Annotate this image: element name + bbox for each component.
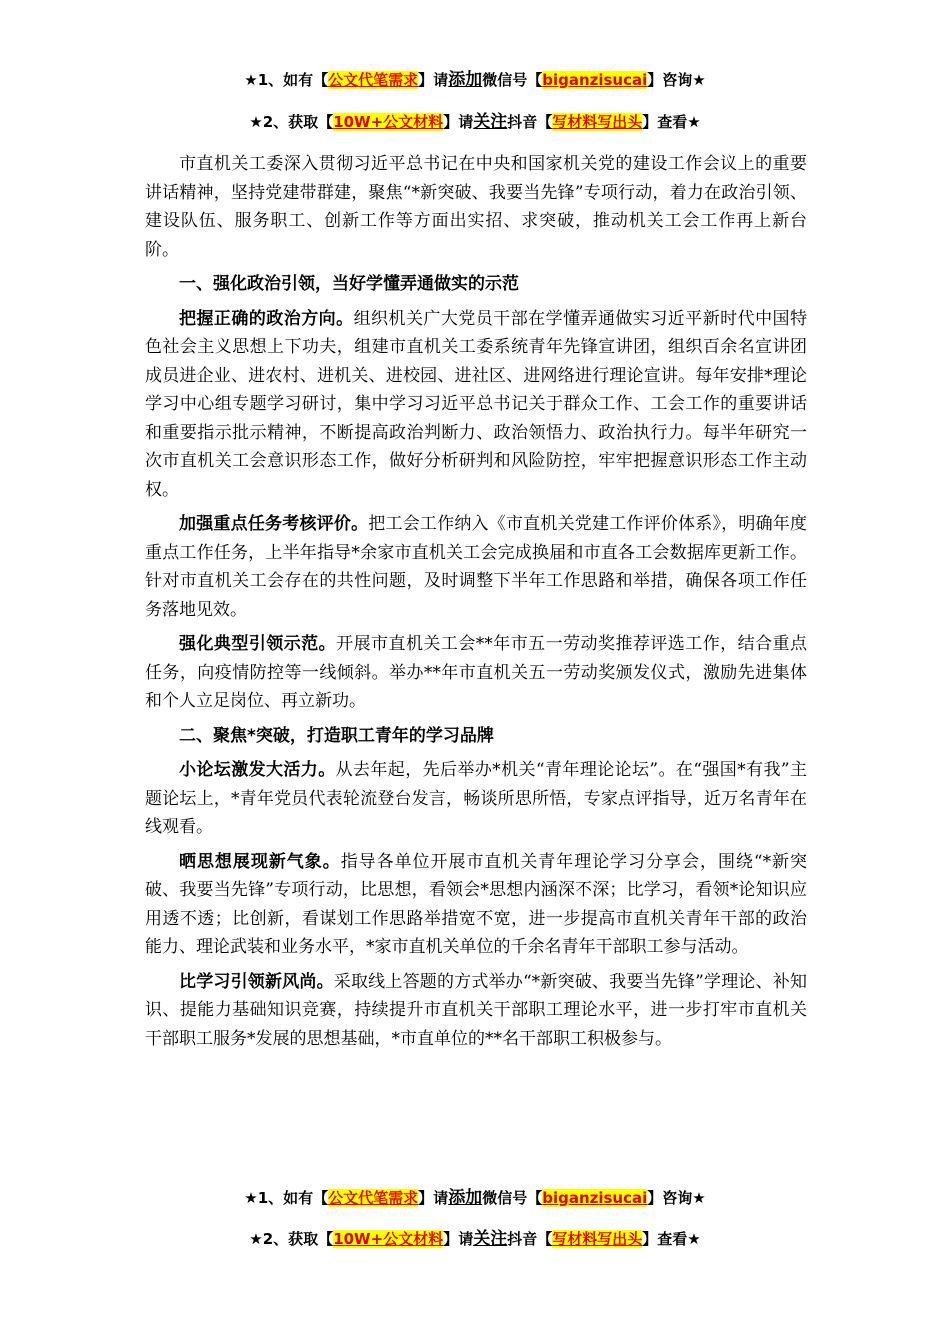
paragraph-text: 采取线上答题的方式举办“*新突破、我要当先锋”学理论、补知识、提能力基础知识竞赛，持续提升市直机关干部职工理论水平，进一步打牢市直机关干部职工服务*发展的思想基础，*市直单位的**名干部职工积极参与。 <box>145 971 807 1049</box>
promo-text: 】请 <box>443 113 474 131</box>
wechat-id-highlight: biganzisucai <box>542 1189 648 1207</box>
promo-highlight: 公文代笔需求 <box>328 1189 419 1207</box>
paragraph-lead: 小论坛激发大活力。 <box>179 760 336 780</box>
body-paragraph <box>145 848 807 962</box>
promo-text: 微信号【 <box>482 71 543 89</box>
body-paragraph <box>145 305 807 505</box>
promo-text: ★1、如有【 <box>244 71 329 89</box>
paragraph-text: 指导各单位开展市直机关青年理论学习分享会，围绕“*新突破、我要当先锋”专项行动，比思想，看领会*思想内涵深不深；比学习，看领*论知识应用透不透；比创新，看谋划工作思路举措宽不宽，进一步提高市直机关青年干部的政治能力、理论武装和业务水平，*家市直机关单位的千余名青年干部职工参与活动。 <box>145 851 807 957</box>
footer-promo-line-1 <box>0 1186 950 1210</box>
paragraph-lead: 强化典型引领示范。 <box>179 634 337 654</box>
paragraph-text: 从去年起，先后举办*机关“青年理论论坛”。在“强国*有我”主题论坛上，*青年党员代表轮流登台发言，畅谈所思所悟，专家点评指导，近万名青年在线观看。 <box>145 760 807 837</box>
promo-text: 】咨询★ <box>647 71 706 89</box>
paragraph-lead: 比学习引领新风尚。 <box>179 971 334 992</box>
wechat-id-highlight: biganzisucai <box>542 71 648 89</box>
promo-text: ★2、获取【 <box>249 113 334 131</box>
promo-highlight: 10W+公文材料 <box>333 1230 444 1248</box>
promo-text: 】咨询★ <box>647 1189 706 1207</box>
footer-promo-line-2 <box>0 1227 950 1251</box>
body-paragraph <box>145 630 807 716</box>
promo-emphasis: 添加 <box>448 70 483 90</box>
promo-emphasis: 关注 <box>473 112 508 132</box>
intro-paragraph: 市直机关工委深入贯彻习近平总书记在中央和国家机关党的建设工作会议上的重要讲话精神，坚持党建带群建，聚焦“*新突破、我要当先锋”专项行动，着力在政治引领、建设队伍、服务职工、创新工作等方面出实招、求突破，推动机关工会工作再上新台阶。 <box>145 154 807 260</box>
paragraph-text: 组织机关广大党员干部在学懂弄通做实习近平新时代中国特色社会主义思想上下功夫，组建市直机关工委系统青年先锋宣讲团，组织百余名宣讲团成员进企业、进农村、进机关、进校园、进社区、进网络进行理论宣讲。每年安排*理论学习中心组专题学习研讨，集中学习习近平总书记关于群众工作、工会工作的重要讲话和重要指示批示精神，不断提高政治判断力、政治领悟力、政治执行力。每半年研究一次市直机关工会意识形态工作，做好分析研判和风险防控，牢牢把握意识形态工作主动权。 <box>145 308 808 500</box>
body-paragraph <box>145 510 807 624</box>
promo-text: 微信号【 <box>482 1189 543 1207</box>
promo-text: 】查看★ <box>642 113 701 131</box>
promo-text: 抖音【 <box>507 1230 553 1248</box>
paragraph-lead: 加强重点任务考核评价。 <box>179 514 369 534</box>
promo-emphasis: 关注 <box>473 1229 508 1249</box>
promo-text: 】查看★ <box>642 1230 701 1248</box>
body-paragraph <box>145 756 807 842</box>
document-body <box>145 150 807 1059</box>
promo-text: 】请 <box>443 1230 474 1248</box>
douyin-highlight: 写材料写出头 <box>552 1230 643 1248</box>
section-heading-2: 二、聚焦*突破，打造职工青年的学习品牌 <box>179 725 494 746</box>
douyin-highlight: 写材料写出头 <box>552 113 643 131</box>
promo-text: 抖音【 <box>507 113 553 131</box>
paragraph-lead: 把握正确的政治方向。 <box>179 308 354 329</box>
promo-text: 】请 <box>418 71 449 89</box>
header-promo-line-1 <box>0 68 950 92</box>
promo-emphasis: 添加 <box>448 1188 483 1208</box>
promo-highlight: 10W+公文材料 <box>333 113 444 131</box>
paragraph-lead: 晒思想展现新气象。 <box>179 851 341 872</box>
promo-text: ★1、如有【 <box>244 1189 329 1207</box>
promo-text: ★2、获取【 <box>249 1230 334 1248</box>
paragraph-text: 把工会工作纳入《市直机关党建工作评价体系》，明确年度重点工作任务，上半年指导*余家市直机关工会完成换届和市直各工会数据库更新工作。针对市直机关工会存在的共性问题，及时调整下半年工作思路和举措，确保各项工作任务落地见效。 <box>145 514 808 620</box>
paragraph-text: 开展市直机关工会**年市五一劳动奖推荐评选工作，结合重点任务，向疫情防控等一线倾斜。举办**年市直机关五一劳动奖颁发仪式，激励先进集体和个人立足岗位、再立新功。 <box>145 634 808 711</box>
header-promo-line-2 <box>0 110 950 134</box>
section-heading-1: 一、强化政治引领，当好学懂弄通做实的示范 <box>179 274 519 294</box>
promo-text: 】请 <box>418 1189 449 1207</box>
body-paragraph <box>145 968 807 1054</box>
promo-highlight: 公文代笔需求 <box>328 71 419 89</box>
